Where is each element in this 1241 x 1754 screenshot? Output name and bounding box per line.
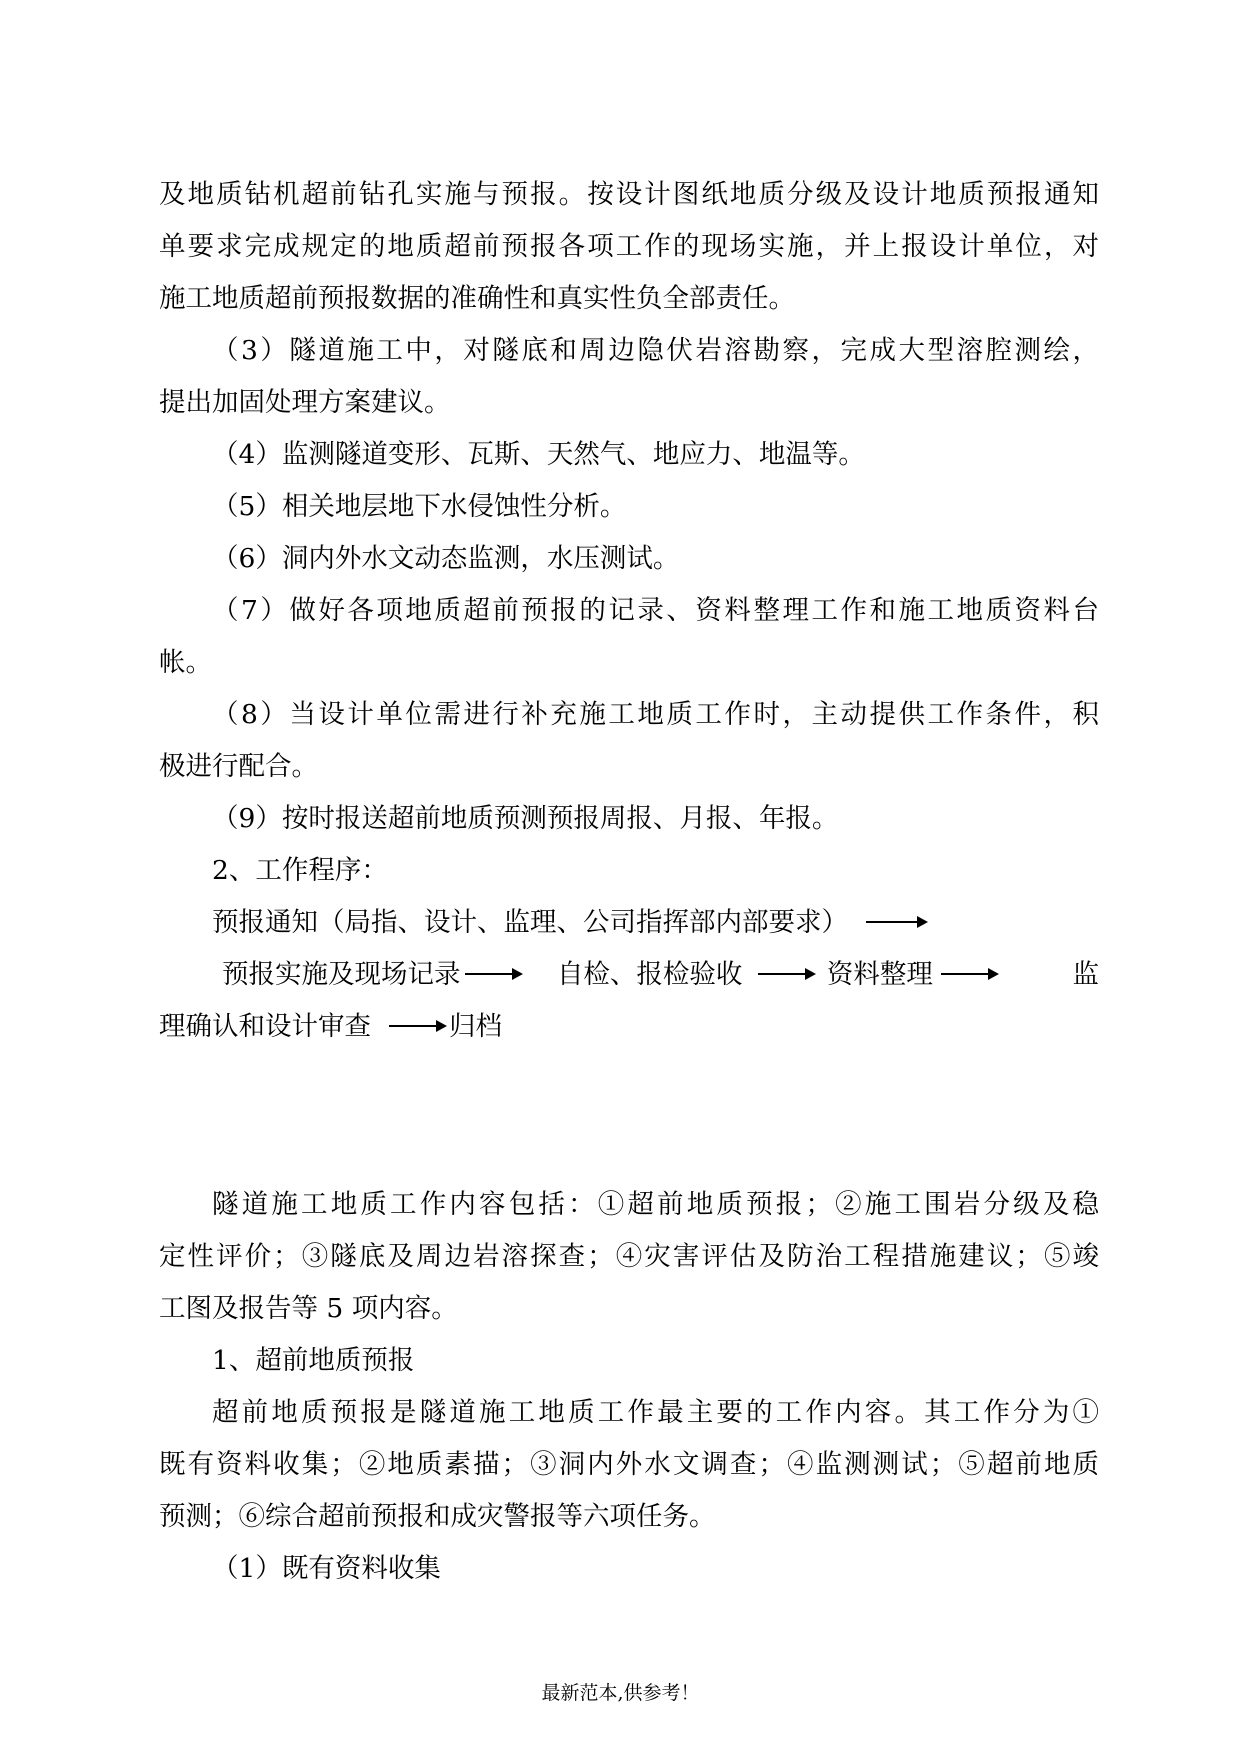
workflow-step: 资料整理 [826, 959, 933, 990]
workflow-line [212, 906, 1099, 940]
workflow-step: 预报实施及现场记录 [222, 959, 461, 990]
section-subheading: 2、工作程序： [212, 855, 388, 886]
arrow-right-icon [389, 1025, 445, 1027]
paragraph-line: 施工地质超前预报数据的准确性和真实性负全部责任。 [159, 283, 795, 314]
workflow-step: 理确认和设计审查 [159, 1011, 371, 1042]
list-item: （3）隧道施工中，对隧底和周边隐伏岩溶勘察，完成大型溶腔测绘， [212, 335, 1099, 366]
workflow-step: 归档 [449, 1011, 502, 1042]
workflow-line [222, 958, 1099, 992]
paragraph-line: 工图及报告等 5 项内容。 [159, 1293, 458, 1324]
workflow-step: 监 [1072, 959, 1099, 990]
list-item: （5）相关地层地下水侵蚀性分析。 [212, 491, 627, 522]
paragraph-line: 定性评价；③隧底及周边岩溶探查；④灾害评估及防治工程措施建议；⑤竣 [159, 1241, 1099, 1272]
paragraph-line: 超前地质预报是隧道施工地质工作最主要的工作内容。其工作分为① [212, 1397, 1099, 1428]
section-subheading: 1、超前地质预报 [212, 1345, 415, 1376]
paragraph-line: 单要求完成规定的地质超前预报各项工作的现场实施，并上报设计单位，对 [159, 231, 1099, 262]
arrow-right-icon [758, 973, 814, 975]
paragraph-line: 既有资料收集；②地质素描；③洞内外水文调查；④监测测试；⑤超前地质 [159, 1449, 1099, 1480]
arrow-right-icon [941, 973, 997, 975]
arrow-right-icon [866, 921, 926, 923]
paragraph-line: 隧道施工地质工作内容包括：①超前地质预报；②施工围岩分级及稳 [212, 1189, 1099, 1220]
list-item: （9）按时报送超前地质预测预报周报、月报、年报。 [212, 803, 839, 834]
page-footer: 最新范本,供参考！ [541, 1682, 700, 1704]
workflow-step: 自检、报检验收 [556, 959, 743, 990]
list-item: （8）当设计单位需进行补充施工地质工作时，主动提供工作条件，积 [212, 699, 1099, 730]
arrow-right-icon [465, 973, 521, 975]
list-item: （4）监测隧道变形、瓦斯、天然气、地应力、地温等。 [212, 439, 865, 470]
workflow-step: 预报通知（局指、设计、监理、公司指挥部内部要求） [212, 907, 848, 938]
list-item: （1）既有资料收集 [212, 1553, 441, 1584]
workflow-line [159, 1010, 1099, 1044]
list-item: （6）洞内外水文动态监测，水压测试。 [212, 543, 680, 574]
paragraph-line: 预测；⑥综合超前预报和成灾警报等六项任务。 [159, 1501, 716, 1532]
paragraph-line: 提出加固处理方案建议。 [159, 387, 451, 418]
paragraph-line: 及地质钻机超前钻孔实施与预报。按设计图纸地质分级及设计地质预报通知 [159, 179, 1099, 210]
paragraph-line: 极进行配合。 [159, 751, 318, 782]
list-item: （7）做好各项地质超前预报的记录、资料整理工作和施工地质资料台 [212, 595, 1099, 626]
paragraph-line: 帐。 [159, 647, 212, 678]
